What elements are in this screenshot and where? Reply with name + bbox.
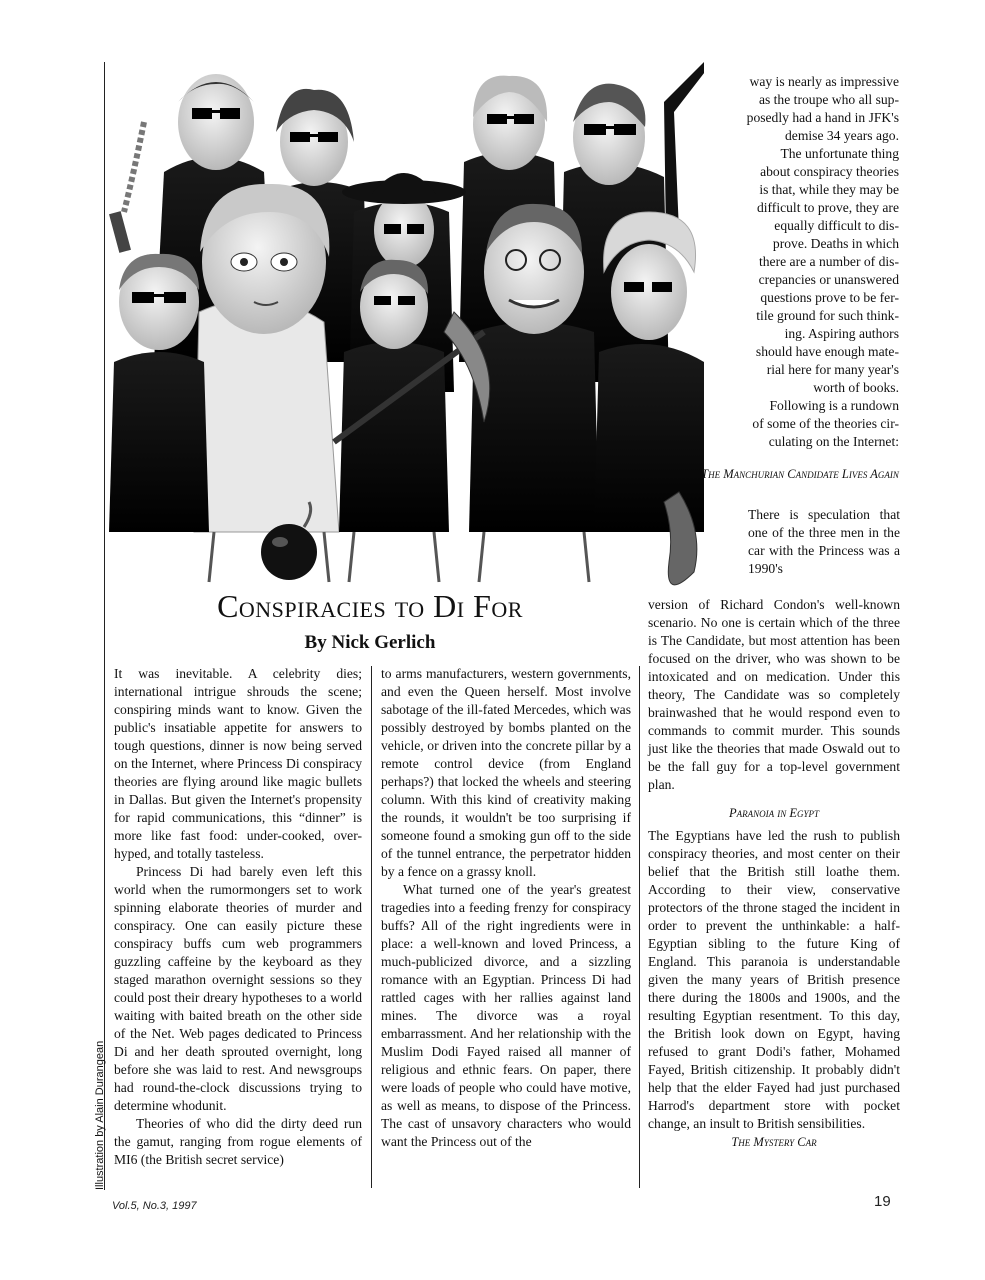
- col1-paragraph-2: Princess Di had barely even left this world when the rumormongers set to work spinning elaborate theories of murder and conspiracy. One can easily picture these conspiracy buffs cum web programmers guzzling caffeine by the keyboard as they staged marathon overnight sessions so they could post their dreary hypotheses to a world waiting with baited breath on the other side of the Net. Web pages dedicated to Princess Di and her death sprouted overnight, long before she was laid to rest. And newsgroups had round-the-clock discussions trying to determine whodunit.: [114, 864, 362, 1113]
- intro-line: Following is a rundown: [769, 398, 899, 413]
- conspirators-illustration: [104, 62, 704, 602]
- column-1: [114, 665, 362, 1169]
- intro-line: posedly had a hand in JFK's: [746, 110, 899, 125]
- section2-body: The Egyptians have led the rush to publish conspiracy theories, and most center on their belief that the British still loathe them. According to their view, conservative protectors of the throne staged the incident in order to prevent the unthinkable: a half-Egyptian sibling to the future King of England. This paranoia is understandable given the many years of British presence there during the 1800s and 1900s, and the resulting Egyptian resentment. To this day, the British look down on Egypt, having refused to grant Dodi's father, Mohamed Fayed, British citizenship. It probably didn't help that the elder Fayed had just purchased Harrod's department store with pocket change, an insult to British sensibilities.: [648, 828, 900, 1131]
- intro-line: questions prove to be fer-: [760, 290, 899, 305]
- col2-paragraph-2: What turned one of the year's greatest tragedies into a feeding frenzy for conspiracy buffs? All of the right ingredients were in place: a well-known and loved Princess, a much-publicized divorce, and a sizzling romance with an Egyptian. Princess Di had rattled cages with her rallies against land mines. The divorce was a royal embarrassment. And her relationship with the Muslim Dodi Fayed raised all manner of religious and ethnic fears. On paper, there were loads of people who could have motive, as well as means, to dispose of the Princess. The cast of unsavory characters who would want the Princess out of the: [381, 882, 631, 1149]
- section-heading-paranoia: [648, 804, 900, 823]
- intro-line: demise 34 years ago.: [784, 128, 899, 143]
- byline: By Nick Gerlich: [304, 632, 436, 653]
- article-title: [140, 588, 600, 625]
- col1-paragraph-1: It was inevitable. A celebrity dies; international intrigue shrouds the scene; conspiring minds want to know. Given the public's insatiable appetite for answers to tough questions, dinner is now being served on the Internet, where Princess Di conspiracy theories are flying around like magic bullets in Dallas. But given the Internet's propensity for rapid communications, this “dinner” is more like fast food: under-cooked, over-hyped, and totally tasteless.: [114, 666, 362, 861]
- intro-line: equally difficult to dis-: [774, 218, 899, 233]
- intro-line: difficult to prove, they are: [756, 200, 899, 215]
- intro-line: ing. Aspiring authors: [784, 326, 899, 341]
- intro-line: of some of the theories cir-: [752, 416, 899, 431]
- intro-line: culating on the Internet:: [768, 434, 899, 449]
- page-number: 19: [874, 1193, 891, 1210]
- intro-line: rial here for many year's: [766, 362, 899, 377]
- section-heading-manchurian: [700, 466, 900, 484]
- section-heading-mystery-car: [648, 1133, 900, 1152]
- col2-paragraph-1: to arms manufacturers, western governments, and even the Queen herself. Most involve sabotage of the ill-fated Mercedes, which was possibly destroyed by bombs planted on the vehicle, or driven into the concrete pillar by a remote control device (from England perhaps?) that locked the wheels and steering column. With this kind of creativity making the rounds, it wouldn't be too surprising if someone found a smoking gun off to the side of the tunnel entrance, the perpetrator hidden by a fence on a grassy knoll.: [381, 666, 631, 879]
- column-3: [648, 596, 900, 1152]
- illustration-credit: Illustration by Alain Durangean: [94, 1040, 106, 1190]
- intro-line: tile ground for such think-: [756, 308, 899, 323]
- intro-line: worth of books.: [813, 380, 899, 395]
- section-heading-mystery-car-text: The Mystery Car: [731, 1135, 817, 1149]
- intro-line: The unfortunate thing: [780, 146, 899, 161]
- figure-diana: [194, 299, 339, 532]
- intro-line: way is nearly as impressive: [749, 74, 899, 89]
- article-title-text: Conspiracies to Di For: [217, 588, 523, 624]
- intro-line: as the troupe who all sup-: [758, 92, 899, 107]
- intro-line: crepancies or unanswered: [758, 272, 899, 287]
- intro-line: prove. Deaths in which: [772, 236, 899, 251]
- section-heading-manchurian-text: The Manchurian Candidate Lives Again: [701, 467, 899, 481]
- section-heading-paranoia-text: Paranoia in Egypt: [728, 806, 820, 820]
- intro-text: [659, 73, 899, 451]
- col1-paragraph-3: Theories of who did the dirty deed run the gamut, ranging from rogue elements of MI6 (the British secret service): [114, 1116, 362, 1167]
- column-rule-2: [639, 666, 640, 1188]
- column-rule-1: [371, 666, 372, 1188]
- section1-start-text: There is speculation that one of the three men in the car with the Princess was a 1990's: [748, 507, 900, 576]
- column-2: [381, 665, 631, 1151]
- intro-line: is that, while they may be: [759, 182, 899, 197]
- intro-line: about conspiracy theories: [760, 164, 899, 179]
- section1-continued: version of Richard Condon's well-known scenario. No one is certain which of the three is The Candidate, but most attention has been focused on the driver, who was shown to be intoxicated and on medication. Under this theory, The Candidate was so completely brainwashed that he would respond even to commands to commit murder. This sounds just like the theories that made Oswald out to be the fall guy for a top-level government plan.: [648, 597, 900, 792]
- issue-info: Vol.5, No.3, 1997: [112, 1200, 197, 1212]
- figure-charles: [469, 322, 599, 532]
- intro-line: there are a number of dis-: [758, 254, 899, 269]
- figure-boy-left: [109, 352, 209, 532]
- intro-line: should have enough mate-: [755, 344, 899, 359]
- section1-start-paragraph: [748, 506, 900, 578]
